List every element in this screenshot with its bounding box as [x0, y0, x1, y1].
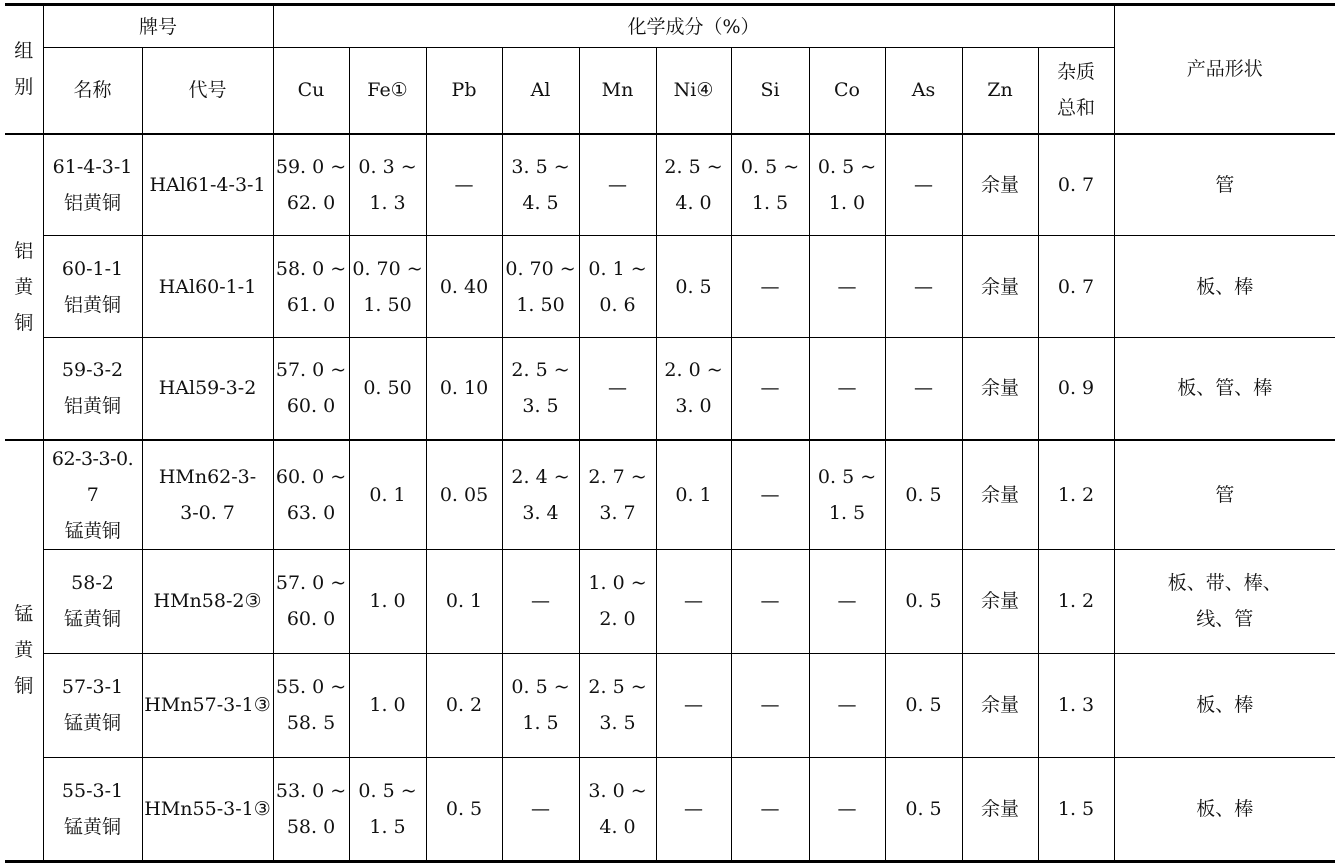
composition-value: 53. 0 ~ 58. 0 — [273, 757, 349, 861]
composition-value: 2. 0 ~ 3. 0 — [656, 338, 731, 440]
composition-value: 2. 7 ~ 3. 7 — [579, 440, 656, 550]
product-shape: 板、棒 — [1114, 236, 1335, 338]
composition-value: 2. 5 ~ 4. 0 — [656, 134, 731, 236]
product-shape: 管 — [1114, 440, 1335, 550]
product-shape: 板、棒 — [1114, 653, 1335, 757]
composition-value: 余量 — [962, 653, 1038, 757]
alloy-name: 55-3-1 锰黄铜 — [43, 757, 142, 861]
composition-value: — — [885, 236, 962, 338]
composition-value: 1. 0 ~ 2. 0 — [579, 549, 656, 653]
composition-value: 余量 — [962, 338, 1038, 440]
shape-header: 产品形状 — [1114, 5, 1335, 134]
table-row — [5, 549, 1335, 653]
composition-value: — — [731, 549, 809, 653]
alloy-name: 58-2 锰黄铜 — [43, 549, 142, 653]
table-row — [5, 236, 1335, 338]
header-row-top — [5, 5, 1335, 48]
composition-value: — — [579, 134, 656, 236]
group-label-aluminium-brass: 铝 黄 铜 — [5, 134, 43, 440]
composition-value: 0. 1 — [426, 549, 502, 653]
alloy-code: HMn55-3-1③ — [142, 757, 273, 861]
alloy-code: HMn58-2③ — [142, 549, 273, 653]
product-shape: 板、管、棒 — [1114, 338, 1335, 440]
group-label-manganese-brass: 锰 黄 铜 — [5, 440, 43, 862]
composition-value: 1. 0 — [349, 549, 426, 653]
composition-value: 1. 2 — [1038, 549, 1114, 653]
composition-value: 0. 70 ~ 1. 50 — [502, 236, 579, 338]
element-header: Ni④ — [656, 48, 731, 134]
table-row — [5, 440, 1335, 550]
composition-value: 余量 — [962, 757, 1038, 861]
composition-value: 1. 5 — [1038, 757, 1114, 861]
alloy-code: HMn57-3-1③ — [142, 653, 273, 757]
element-header: Co — [809, 48, 885, 134]
composition-value: 1. 3 — [1038, 653, 1114, 757]
composition-value: 1. 0 — [349, 653, 426, 757]
alloy-name: 60-1-1 铝黄铜 — [43, 236, 142, 338]
alloy-code: HMn62-3- 3-0. 7 — [142, 440, 273, 550]
element-header: Zn — [962, 48, 1038, 134]
composition-value: — — [809, 338, 885, 440]
composition-value: 60. 0 ~ 63. 0 — [273, 440, 349, 550]
element-header: 杂质 总和 — [1038, 48, 1114, 134]
composition-value: — — [656, 757, 731, 861]
composition-value: 0. 40 — [426, 236, 502, 338]
composition-value: 0. 7 — [1038, 236, 1114, 338]
composition-value: 0. 1 — [349, 440, 426, 550]
composition-value: 1. 2 — [1038, 440, 1114, 550]
composition-value: — — [885, 338, 962, 440]
composition-value: 0. 5 — [656, 236, 731, 338]
composition-value: — — [656, 549, 731, 653]
composition-value: 58. 0 ~ 61. 0 — [273, 236, 349, 338]
composition-header: 化学成分（%） — [273, 5, 1114, 48]
composition-value: 0. 1 ~ 0. 6 — [579, 236, 656, 338]
name-header: 名称 — [43, 48, 142, 134]
composition-value: 0. 2 — [426, 653, 502, 757]
composition-value: 0. 5 — [885, 440, 962, 550]
composition-value: 59. 0 ~ 62. 0 — [273, 134, 349, 236]
product-shape: 管 — [1114, 134, 1335, 236]
element-header: Pb — [426, 48, 502, 134]
composition-value: 0. 10 — [426, 338, 502, 440]
table-row — [5, 134, 1335, 236]
composition-value: 57. 0 ~ 60. 0 — [273, 549, 349, 653]
composition-value: — — [731, 440, 809, 550]
composition-value: 2. 5 ~ 3. 5 — [579, 653, 656, 757]
composition-value: — — [731, 338, 809, 440]
product-shape: 板、带、棒、 线、管 — [1114, 549, 1335, 653]
composition-value: 0. 5 — [426, 757, 502, 861]
composition-value: — — [809, 549, 885, 653]
composition-value: 0. 5 — [885, 757, 962, 861]
alloy-name: 61-4-3-1 铝黄铜 — [43, 134, 142, 236]
composition-value: 0. 1 — [656, 440, 731, 550]
composition-value: 0. 5 ~ 1. 5 — [809, 440, 885, 550]
element-header: As — [885, 48, 962, 134]
element-header: Si — [731, 48, 809, 134]
brand-header: 牌号 — [43, 5, 273, 48]
composition-value: 57. 0 ~ 60. 0 — [273, 338, 349, 440]
composition-value: 0. 5 ~ 1. 5 — [349, 757, 426, 861]
table-row — [5, 653, 1335, 757]
element-header: Cu — [273, 48, 349, 134]
composition-value: — — [731, 236, 809, 338]
composition-value: 余量 — [962, 440, 1038, 550]
composition-value: 0. 05 — [426, 440, 502, 550]
composition-value: — — [731, 653, 809, 757]
composition-value: — — [885, 134, 962, 236]
composition-value: 0. 5 ~ 1. 5 — [502, 653, 579, 757]
composition-value: 2. 4 ~ 3. 4 — [502, 440, 579, 550]
composition-value: 余量 — [962, 549, 1038, 653]
composition-value: 余量 — [962, 236, 1038, 338]
product-shape: 板、棒 — [1114, 757, 1335, 861]
composition-value: — — [502, 757, 579, 861]
composition-value: — — [809, 236, 885, 338]
composition-value: 0. 5 — [885, 653, 962, 757]
composition-value: — — [656, 653, 731, 757]
group-header: 组 别 — [5, 5, 43, 134]
composition-value: 0. 7 — [1038, 134, 1114, 236]
composition-value: 55. 0 ~ 58. 5 — [273, 653, 349, 757]
composition-value: 0. 70 ~ 1. 50 — [349, 236, 426, 338]
alloy-code: HAl60-1-1 — [142, 236, 273, 338]
composition-value: 0. 5 — [885, 549, 962, 653]
composition-value: — — [731, 757, 809, 861]
element-header: Fe① — [349, 48, 426, 134]
table-row — [5, 757, 1335, 861]
alloy-code: HAl61-4-3-1 — [142, 134, 273, 236]
composition-value: 2. 5 ~ 3. 5 — [502, 338, 579, 440]
composition-value: 0. 9 — [1038, 338, 1114, 440]
table-row — [5, 338, 1335, 440]
composition-value: — — [809, 757, 885, 861]
composition-value: 0. 50 — [349, 338, 426, 440]
composition-value: 3. 0 ~ 4. 0 — [579, 757, 656, 861]
element-header: Al — [502, 48, 579, 134]
composition-value: 余量 — [962, 134, 1038, 236]
element-header: Mn — [579, 48, 656, 134]
alloy-name: 59-3-2 铝黄铜 — [43, 338, 142, 440]
composition-value: — — [809, 653, 885, 757]
composition-value: 0. 3 ~ 1. 3 — [349, 134, 426, 236]
composition-value: — — [502, 549, 579, 653]
composition-value: — — [579, 338, 656, 440]
composition-value: 0. 5 ~ 1. 0 — [809, 134, 885, 236]
brass-composition-table — [5, 3, 1335, 863]
composition-value: — — [426, 134, 502, 236]
code-header: 代号 — [142, 48, 273, 134]
alloy-name: 62-3-3-0. 7 锰黄铜 — [43, 440, 142, 550]
composition-value: 0. 5 ~ 1. 5 — [731, 134, 809, 236]
alloy-name: 57-3-1 锰黄铜 — [43, 653, 142, 757]
alloy-code: HAl59-3-2 — [142, 338, 273, 440]
composition-value: 3. 5 ~ 4. 5 — [502, 134, 579, 236]
